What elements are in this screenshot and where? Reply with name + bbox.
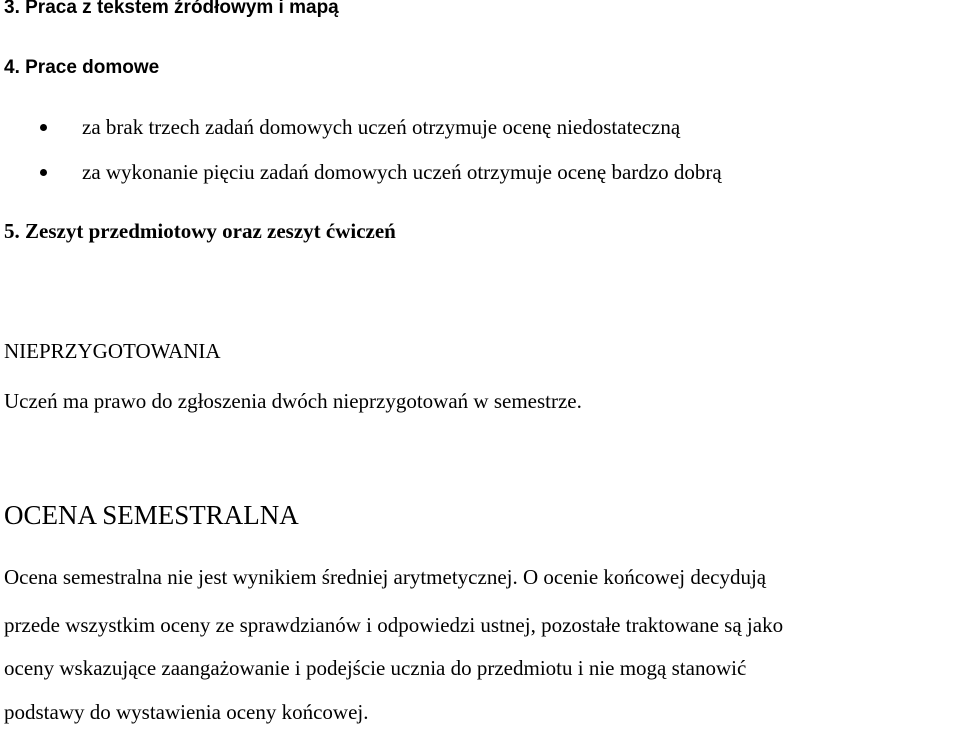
list-item-text: za brak trzech zadań domowych uczeń otrzymuje ocenę niedostateczną [82,115,681,139]
section-4-title: 4. Prace domowe [4,57,160,78]
unpreparedness-heading: NIEPRZYGOTOWANIA [4,339,221,363]
semester-grade-line: przede wszystkim oceny ze sprawdzianów i odpowiedzi ustnej, pozostałe traktowane są jako [4,613,784,637]
semester-grade-line: Ocena semestralna nie jest wynikiem średniej arytmetycznej. O ocenie końcowej decydują [4,565,767,589]
bullet-icon [40,169,47,176]
section-5-title: 5. Zeszyt przedmiotowy oraz zeszyt ćwiczeń [4,219,396,243]
semester-grade-line: oceny wskazujące zaangażowanie i podejście ucznia do przedmiotu i nie mogą stanowić [4,656,747,680]
unpreparedness-text: Uczeń ma prawo do zgłoszenia dwóch nieprzygotowań w semestrze. [4,389,582,413]
semester-grade-line: podstawy do wystawienia oceny końcowej. [4,700,369,724]
section-3-title: 3. Praca z tekstem źródłowym i mapą [4,0,339,18]
bullet-icon [40,124,47,131]
semester-grade-heading: OCENA SEMESTRALNA [4,500,299,530]
list-item-text: za wykonanie pięciu zadań domowych uczeń otrzymuje ocenę bardzo dobrą [82,160,722,184]
